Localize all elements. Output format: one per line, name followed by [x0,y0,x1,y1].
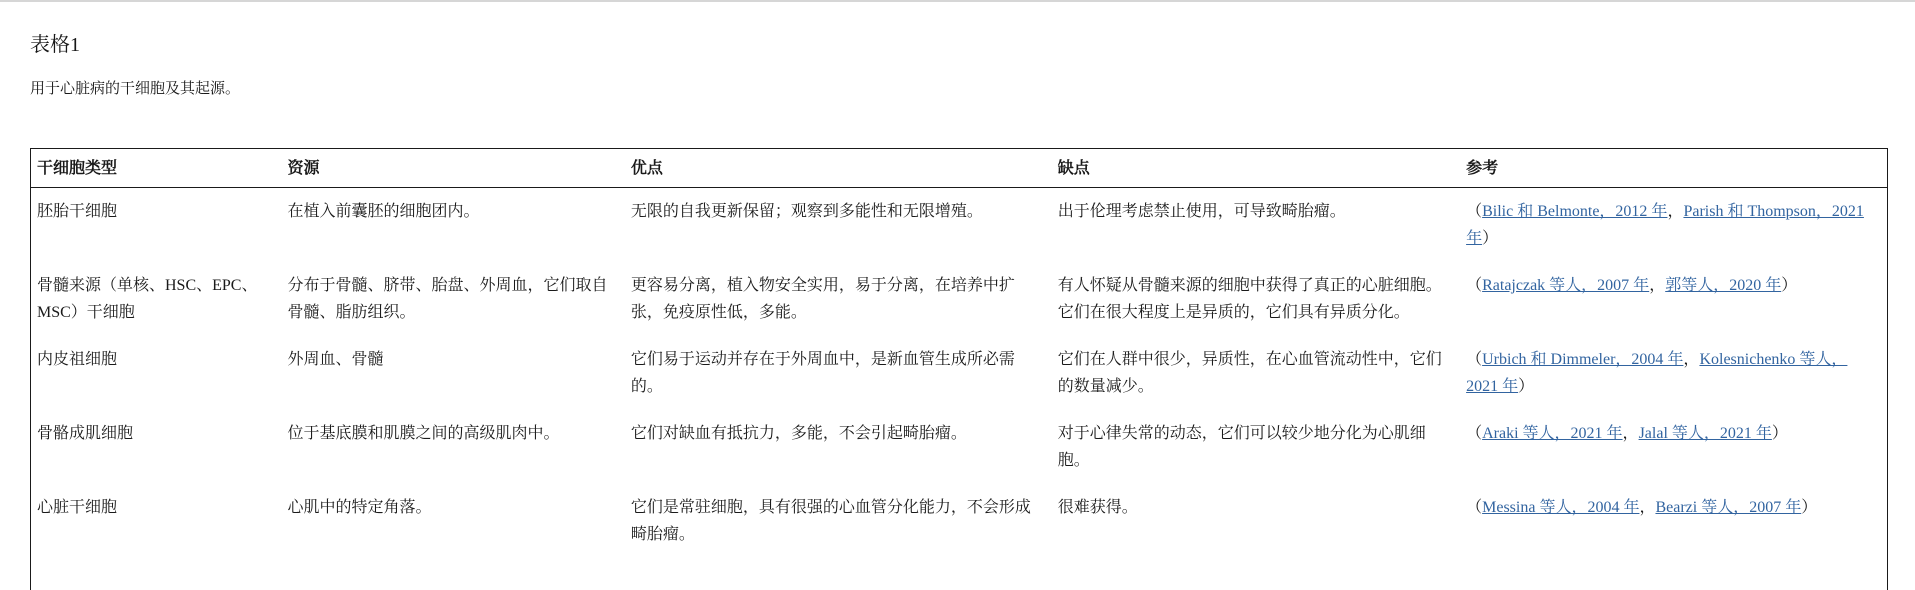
cell-reference [1460,188,1887,263]
reference-separator: ， [1639,499,1656,516]
cell-source: 外周血、骨髓 [287,351,384,368]
cell-source: 在植入前囊胚的细胞团内。 [287,203,480,220]
cell-stem-cell-type: 胚胎干细胞 [37,203,118,220]
stem-cell-table [31,149,1887,558]
reference-open-paren: （ [1466,499,1483,516]
table-row [31,336,1887,410]
table-label: 表格1 [30,34,80,56]
reference-separator: ， [1683,351,1700,368]
cell-stem-cell-type: 骨骼成肌细胞 [37,425,134,442]
reference-link[interactable]: Parish 和 Thompson，2021 年 [1466,203,1864,247]
cell-stem-cell-type: 心脏干细胞 [37,499,118,516]
cell-disadvantages: 很难获得。 [1057,499,1138,516]
reference-close-paren: ） [1801,499,1818,516]
cell-source: 位于基底膜和肌膜之间的高级肌肉中。 [287,425,560,442]
cell-disadvantages: 它们在人群中很少，异质性，在心血管流动性中，它们的数量减少。 [1057,351,1442,395]
cell-disadvantages: 对于心律失常的动态，它们可以较少地分化为心肌细胞。 [1057,425,1426,469]
reference-link[interactable]: Kolesnichenko 等人，2021 年 [1466,351,1848,395]
cell-stem-cell-type: 骨髓来源（单核、HSC、EPC、MSC）干细胞 [37,277,258,321]
reference-open-paren: （ [1466,351,1483,368]
column-header-reference: 参考 [1460,149,1887,188]
reference-close-paren: ） [1771,425,1788,442]
column-header-stem-cell-type: 干细胞类型 [31,149,282,188]
cell-reference [1460,262,1887,336]
stem-cell-table-container [30,148,1888,590]
page-top-rule [0,0,1915,2]
reference-link[interactable]: 郭等人，2020 年 [1665,277,1782,294]
cell-advantages: 它们对缺血有抵抗力，多能，不会引起畸胎瘤。 [630,425,967,442]
reference-open-paren: （ [1466,203,1483,220]
cell-reference [1460,484,1887,558]
reference-close-paren: ） [1518,378,1535,395]
header-row [31,149,1887,188]
column-header-advantages: 优点 [625,149,1052,188]
reference-separator: ， [1622,425,1639,442]
reference-separator: ， [1667,203,1684,220]
table-row [31,484,1887,558]
cell-source: 分布于骨髓、脐带、胎盘、外周血，它们取自骨髓、脂肪组织。 [287,277,608,321]
reference-close-paren: ） [1482,230,1499,247]
cell-advantages: 无限的自我更新保留；观察到多能性和无限增殖。 [630,203,983,220]
reference-open-paren: （ [1466,277,1483,294]
cell-reference [1460,410,1887,484]
table-row [31,262,1887,336]
reference-separator: ， [1649,277,1666,294]
cell-advantages: 它们易于运动并存在于外周血中，是新血管生成所必需的。 [630,351,1015,395]
cell-disadvantages: 有人怀疑从骨髓来源的细胞中获得了真正的心脏细胞。它们在很大程度上是异质的，它们具有异质分化。 [1057,277,1442,321]
column-header-disadvantages: 缺点 [1052,149,1460,188]
reference-link[interactable]: Jalal 等人，2021 年 [1638,425,1772,442]
cell-reference [1460,336,1887,410]
reference-link[interactable]: Araki 等人，2021 年 [1482,425,1623,442]
reference-link[interactable]: Ratajczak 等人，2007 年 [1482,277,1650,294]
reference-link[interactable]: Bearzi 等人，2007 年 [1655,499,1802,516]
reference-link[interactable]: Urbich 和 Dimmeler，2004 年 [1482,351,1684,368]
column-header-source: 资源 [282,149,625,188]
table-row [31,188,1887,263]
cell-source: 心肌中的特定角落。 [287,499,432,516]
cell-advantages: 更容易分离，植入物安全实用，易于分离，在培养中扩张，免疫原性低，多能。 [630,277,1015,321]
reference-close-paren: ） [1781,277,1798,294]
table-caption: 用于心脏病的干细胞及其起源。 [30,81,241,97]
reference-open-paren: （ [1466,425,1483,442]
cell-advantages: 它们是常驻细胞，具有很强的心血管分化能力，不会形成畸胎瘤。 [630,499,1031,543]
table-row [31,410,1887,484]
reference-link[interactable]: Bilic 和 Belmonte，2012 年 [1482,203,1668,220]
reference-link[interactable]: Messina 等人，2004 年 [1482,499,1640,516]
cell-disadvantages: 出于伦理考虑禁止使用，可导致畸胎瘤。 [1057,203,1346,220]
cell-stem-cell-type: 内皮祖细胞 [37,351,118,368]
